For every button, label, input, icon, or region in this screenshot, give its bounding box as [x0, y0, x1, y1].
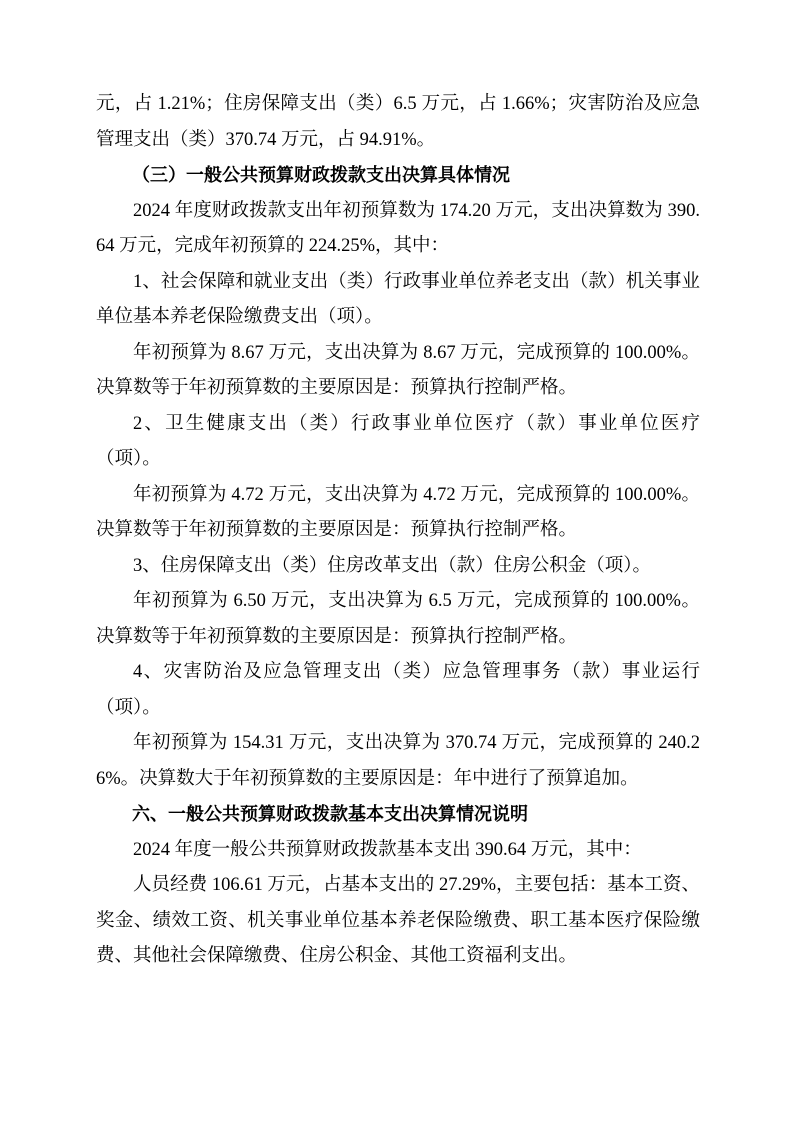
body-paragraph: 年初预算为 8.67 万元，支出决算为 8.67 万元，完成预算的 100.00%。决算数等于年初预算数的主要原因是：预算执行控制严格。	[96, 342, 700, 398]
section-heading: （三）一般公共预算财政拨款支出决算具体情况	[132, 165, 510, 185]
body-paragraph: 2、卫生健康支出（类）行政事业单位医疗（款）事业单位医疗（项）。	[96, 413, 700, 469]
body-paragraph: 2024 年度一般公共预算财政拨款基本支出 390.64 万元，其中：	[133, 839, 642, 860]
body-paragraph: 1、社会保障和就业支出（类）行政事业单位养老支出（款）机关事业单位基本养老保险缴费支出（项）。	[96, 271, 700, 327]
body-paragraph: 3、住房保障支出（类）住房改革支出（款）住房公积金（项）。	[133, 555, 652, 576]
body-paragraph: 人员经费 106.61 万元，占基本支出的 27.29%，主要包括：基本工资、奖金、绩效工资、机关事业单位基本养老保险缴费、职工基本医疗保险缴费、其他社会保障缴费、住房公积金、其他工资福利支出。	[96, 875, 700, 966]
body-paragraph: 年初预算为 6.50 万元，支出决算为 6.5 万元，完成预算的 100.00%。决算数等于年初预算数的主要原因是：预算执行控制严格。	[96, 591, 700, 647]
body-paragraph: 元，占 1.21%；住房保障支出（类）6.5 万元，占 1.66%；灾害防治及应急管理支出（类）370.74 万元，占 94.91%。	[96, 94, 700, 150]
body-paragraph: 年初预算为 4.72 万元，支出决算为 4.72 万元，完成预算的 100.00%。决算数等于年初预算数的主要原因是：预算执行控制严格。	[96, 484, 700, 540]
body-paragraph: 2024 年度财政拨款支出年初预算数为 174.20 万元，支出决算数为 390.64 万元，完成年初预算的 224.25%，其中：	[96, 200, 700, 256]
body-paragraph: 年初预算为 154.31 万元，支出决算为 370.74 万元，完成预算的 240.26%。决算数大于年初预算数的主要原因是：年中进行了预算追加。	[96, 733, 700, 789]
section-heading: 六、一般公共预算财政拨款基本支出决算情况说明	[132, 804, 528, 824]
body-paragraph: 4、灾害防治及应急管理支出（类）应急管理事务（款）事业运行（项）。	[96, 662, 700, 718]
document-body	[96, 87, 700, 975]
